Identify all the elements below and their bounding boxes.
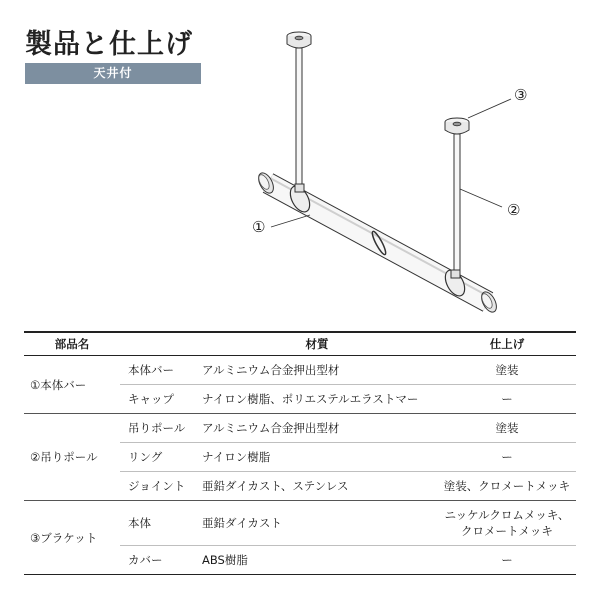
mount-type-tag: 天井付 xyxy=(25,63,201,84)
sub-part: リング xyxy=(120,443,196,472)
left-ceiling-bracket xyxy=(287,32,311,48)
finish: ー xyxy=(438,443,576,472)
group-name: ①本体バー xyxy=(24,356,120,414)
callout-1: ① xyxy=(252,218,266,236)
callout-2: ② xyxy=(507,201,521,219)
left-hanging-pole xyxy=(296,48,302,188)
material: ナイロン樹脂 xyxy=(196,443,438,472)
callout-leader-3 xyxy=(468,99,511,118)
sub-part: 本体バー xyxy=(120,356,196,385)
sub-part: ジョイント xyxy=(120,472,196,501)
table-row xyxy=(24,501,576,546)
material: アルミニウム合金押出型材 xyxy=(196,414,438,443)
material: 亜鉛ダイカスト xyxy=(196,501,438,546)
right-ceiling-bracket xyxy=(445,118,469,134)
material: ナイロン樹脂、ポリエステルエラストマー xyxy=(196,385,438,414)
header-sub xyxy=(120,332,196,356)
header-finish: 仕上げ xyxy=(438,332,576,356)
table-header-row xyxy=(24,332,576,356)
finish xyxy=(438,501,576,546)
material: アルミニウム合金押出型材 xyxy=(196,356,438,385)
finish-line-1: ニッケルクロムメッキ、 xyxy=(444,508,570,522)
sub-part: 本体 xyxy=(120,501,196,546)
callout-leader-1 xyxy=(271,215,310,227)
sub-part: キャップ xyxy=(120,385,196,414)
callout-leader-2 xyxy=(460,189,502,207)
material: ABS樹脂 xyxy=(196,546,438,575)
finish: ー xyxy=(438,385,576,414)
finish-line-2: クロメートメッキ xyxy=(461,524,553,538)
group-name: ③ブラケット xyxy=(24,501,120,575)
callout-3: ③ xyxy=(514,86,528,104)
table-row xyxy=(24,414,576,443)
header-material: 材質 xyxy=(196,332,438,356)
materials-table xyxy=(24,331,576,575)
material: 亜鉛ダイカスト、ステンレス xyxy=(196,472,438,501)
finish: 塗装 xyxy=(438,414,576,443)
header-part: 部品名 xyxy=(24,332,120,356)
finish: ー xyxy=(438,546,576,575)
sub-part: 吊りポール xyxy=(120,414,196,443)
right-hanging-pole xyxy=(454,134,460,286)
page-title: 製品と仕上げ xyxy=(25,29,193,60)
group-name: ②吊りポール xyxy=(24,414,120,501)
table-row xyxy=(24,356,576,385)
finish: 塗装、クロメートメッキ xyxy=(438,472,576,501)
sub-part: カバー xyxy=(120,546,196,575)
finish: 塗装 xyxy=(438,356,576,385)
